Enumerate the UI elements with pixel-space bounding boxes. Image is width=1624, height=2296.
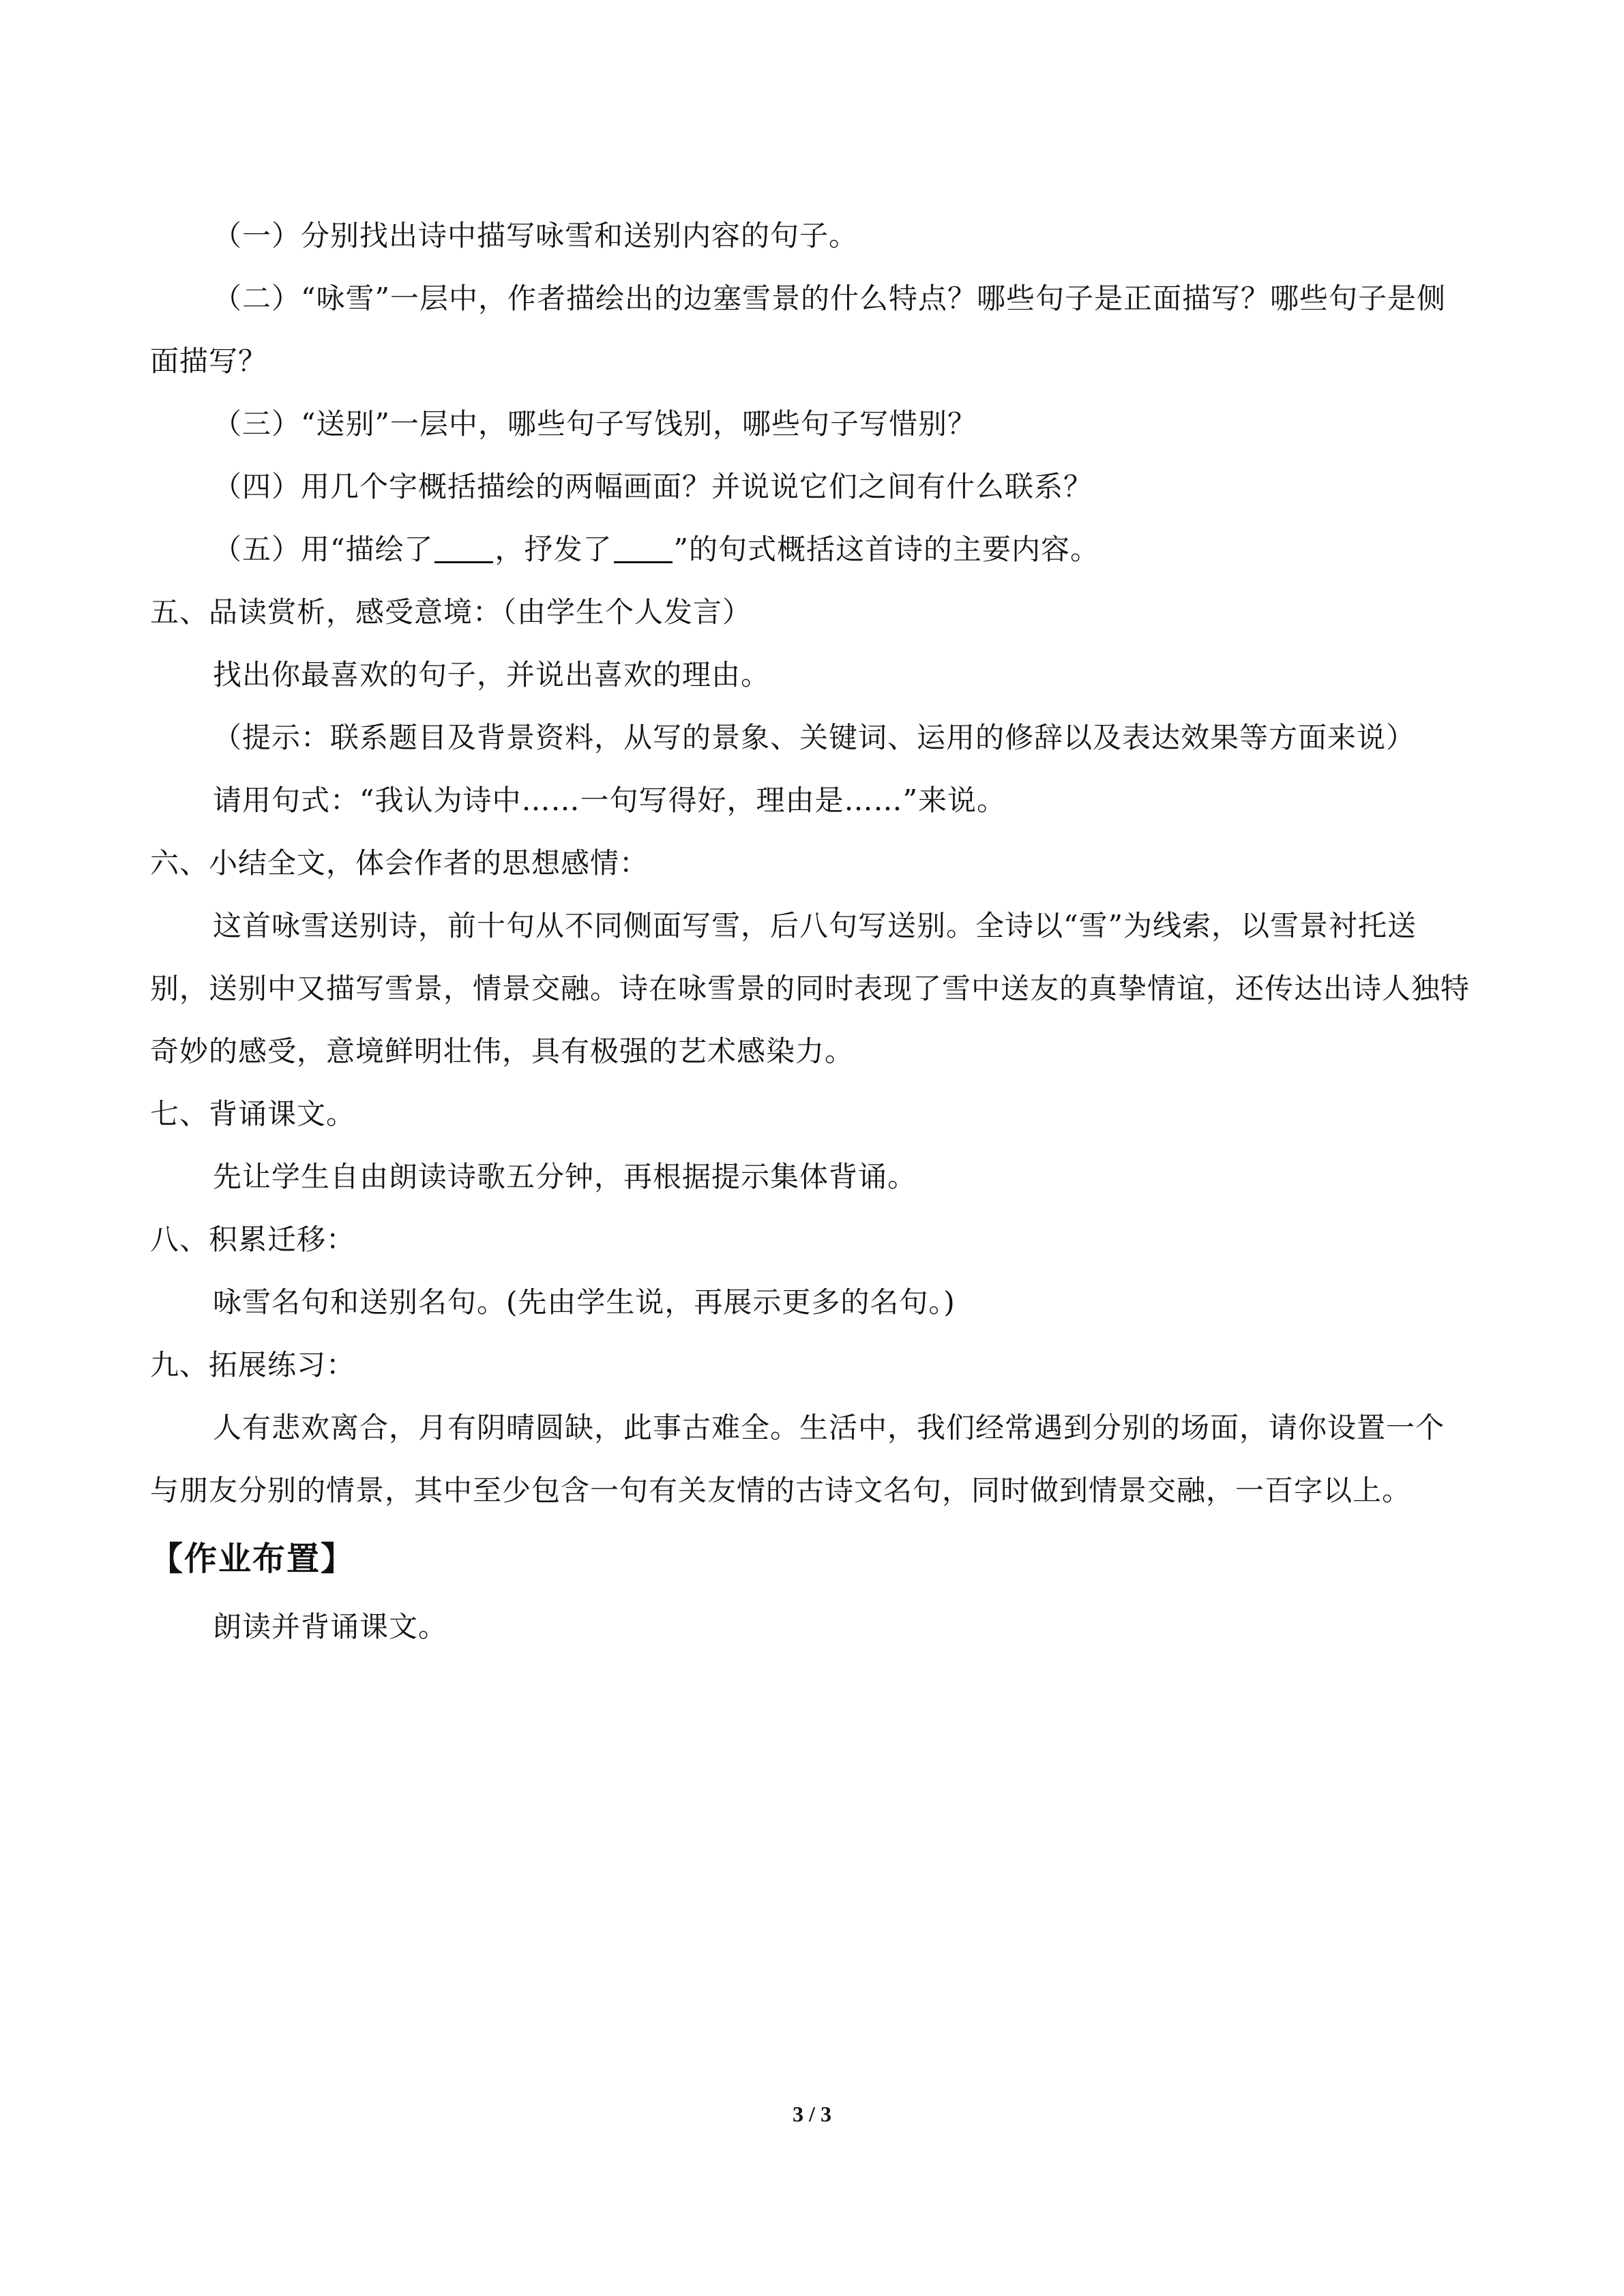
section-5-paragraph-1: 找出你最喜欢的句子，并说出喜欢的理由。 <box>213 658 771 691</box>
section-7-heading: 七、背诵课文。 <box>150 1097 356 1131</box>
section-8-heading: 八、积累迁移： <box>150 1223 356 1256</box>
document-body <box>150 205 1473 1658</box>
question-5-part-1: （五）用“描绘了 <box>213 533 434 566</box>
question-5-part-2: ，抒发了 <box>494 533 612 566</box>
section-6-paragraph-1: 这首咏雪送别诗，前十句从不同侧面写雪，后八句写送别。全诗以“雪”为线索，以雪景衬托送别，送别中又描写雪景，情景交融。诗在咏雪景的同时表现了雪中送友的真挚情谊，还传达出诗人独特奇妙的感受，意境鲜明壮伟，具有极强的艺术感染力。 <box>150 909 1471 1068</box>
section-7-paragraph-1: 先让学生自由朗读诗歌五分钟，再根据提示集体背诵。 <box>213 1160 917 1193</box>
question-4: （四）用几个字概括描绘的两幅画面？并说说它们之间有什么联系？ <box>213 470 1093 503</box>
homework-paragraph-1: 朗读并背诵课文。 <box>213 1610 448 1643</box>
question-2: （二）“咏雪”一层中，作者描绘出的边塞雪景的什么特点？哪些句子是正面描写？哪些句子是侧面描写？ <box>150 282 1446 378</box>
section-6-heading: 六、小结全文，体会作者的思想感情： <box>150 846 649 880</box>
section-5-paragraph-2: （提示：联系题目及背景资料，从写的景象、关键词、运用的修辞以及表达效果等方面来说） <box>213 721 1416 754</box>
question-1: （一）分别找出诗中描写咏雪和送别内容的句子。 <box>213 219 859 252</box>
question-5 <box>150 518 1473 581</box>
fill-blank-1 <box>434 534 493 563</box>
page-number: 3 / 3 <box>793 2102 831 2126</box>
homework-heading: 【作业布置】 <box>150 1540 355 1578</box>
section-5-paragraph-3: 请用句式：“我认为诗中……一句写得好，理由是……”来说。 <box>213 784 1006 817</box>
section-9-paragraph-1: 人有悲欢离合，月有阴晴圆缺，此事古难全。生活中，我们经常遇到分别的场面，请你设置一个与朋友分别的情景，其中至少包含一句有关友情的古诗文名句，同时做到情景交融，一百字以上。 <box>150 1411 1445 1507</box>
question-5-part-3: ”的句式概括这首诗的主要内容。 <box>673 533 1099 566</box>
fill-blank-2 <box>614 534 673 563</box>
section-9-heading: 九、拓展练习： <box>150 1348 356 1382</box>
section-8-paragraph-1: 咏雪名句和送别名句。(先由学生说，再展示更多的名句。) <box>213 1285 956 1319</box>
section-5-heading: 五、品读赏析，感受意境：（由学生个人发言） <box>150 595 752 629</box>
question-3: （三）“送别”一层中，哪些句子写饯别，哪些句子写惜别？ <box>213 407 977 441</box>
